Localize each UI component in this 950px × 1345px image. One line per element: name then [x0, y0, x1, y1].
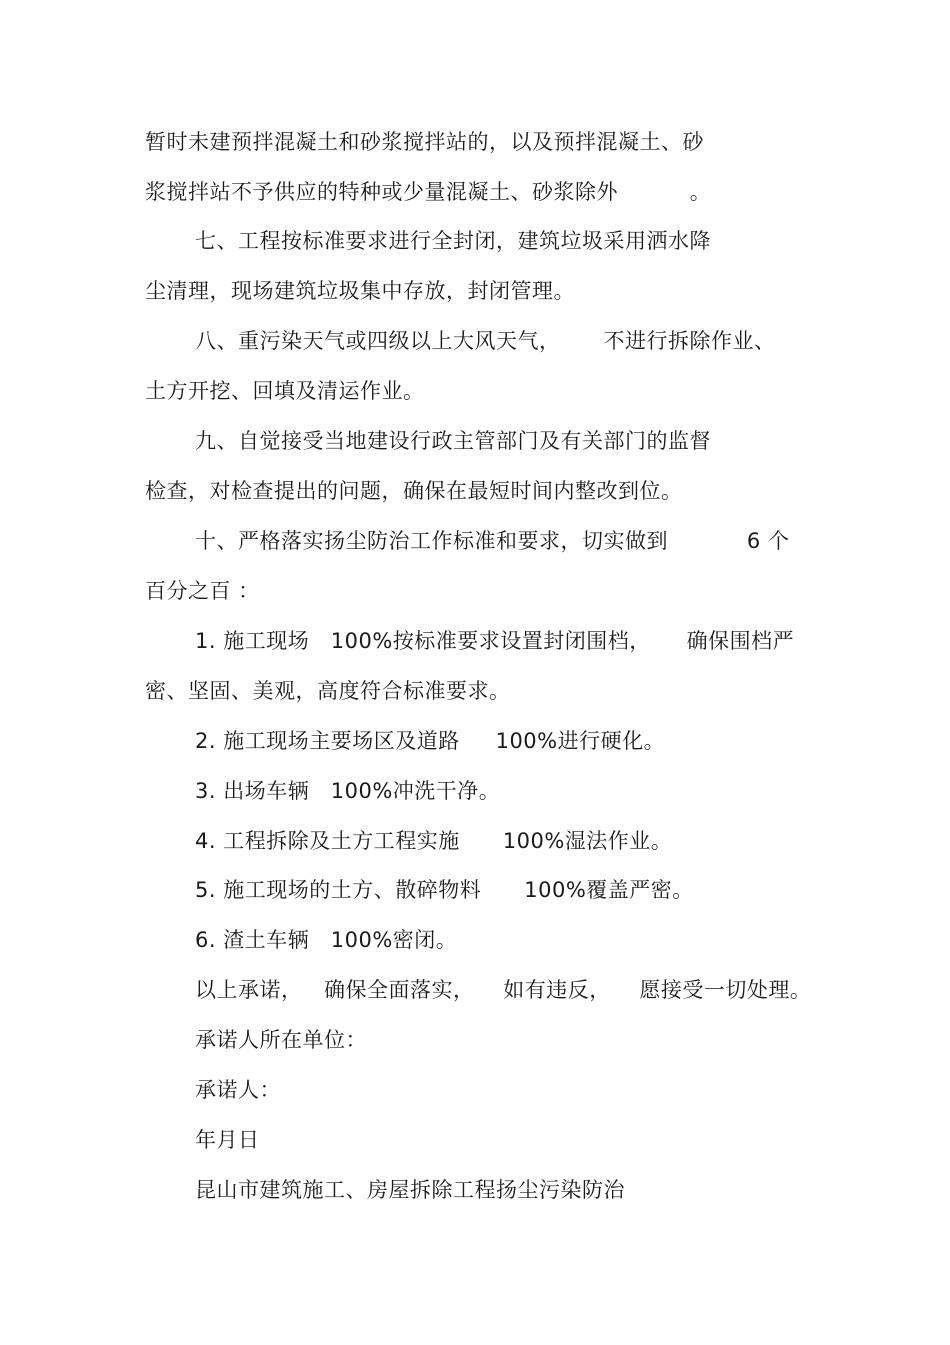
- item6: 6. 渣土车辆 100%密闭。: [195, 928, 458, 952]
- para7-line2: 尘清理，现场建筑垃圾集中存放，封闭管理。: [145, 279, 575, 303]
- item2: 2. 施工现场主要场区及道路 100%进行硬化。: [195, 729, 666, 753]
- para1-line2: 浆搅拌站不予供应的特种或少量混凝土、砂浆除外 。: [145, 180, 712, 204]
- closing-org: 昆山市建筑施工、房屋拆除工程扬尘污染防治: [195, 1178, 625, 1202]
- para9-line1: 九、自觉接受当地建设行政主管部门及有关部门的监督: [195, 429, 711, 453]
- para7-line1: 七、工程按标准要求进行全封闭，建筑垃圾采用洒水降: [195, 229, 711, 253]
- para9-line2: 检查，对检查提出的问题，确保在最短时间内整改到位。: [145, 479, 683, 503]
- item4: 4. 工程拆除及土方工程实施 100%湿法作业。: [195, 829, 673, 853]
- para10-line2: 百分之百 ：: [145, 579, 260, 603]
- para10-line1: 十、严格落实扬尘防治工作标准和要求，切实做到 6 个: [195, 529, 790, 553]
- para1-line1: 暂时未建预拌混凝土和砂浆搅拌站的，以及预拌混凝土、砂: [145, 130, 704, 154]
- para8-line2: 土方开挖、回填及清运作业。: [145, 379, 425, 403]
- para8-line1: 八、重污染天气或四级以上大风天气， 不进行拆除作业、: [195, 329, 776, 353]
- closing-unit: 承诺人所在单位：: [195, 1028, 367, 1052]
- closing-person: 承诺人：: [195, 1078, 281, 1102]
- item1-line1: 1. 施工现场 100%按标准要求设置封闭围档， 确保围档严: [195, 629, 795, 653]
- item1-line2: 密、坚固、美观，高度符合标准要求。: [145, 679, 511, 703]
- item5: 5. 施工现场的土方、散碎物料 100%覆盖严密。: [195, 878, 694, 902]
- closing-date: 年月日: [195, 1128, 260, 1152]
- closing-pledge: 以上承诺， 确保全面落实， 如有违反， 愿接受一切处理。: [195, 978, 812, 1002]
- item3: 3. 出场车辆 100%冲洗干净。: [195, 779, 501, 803]
